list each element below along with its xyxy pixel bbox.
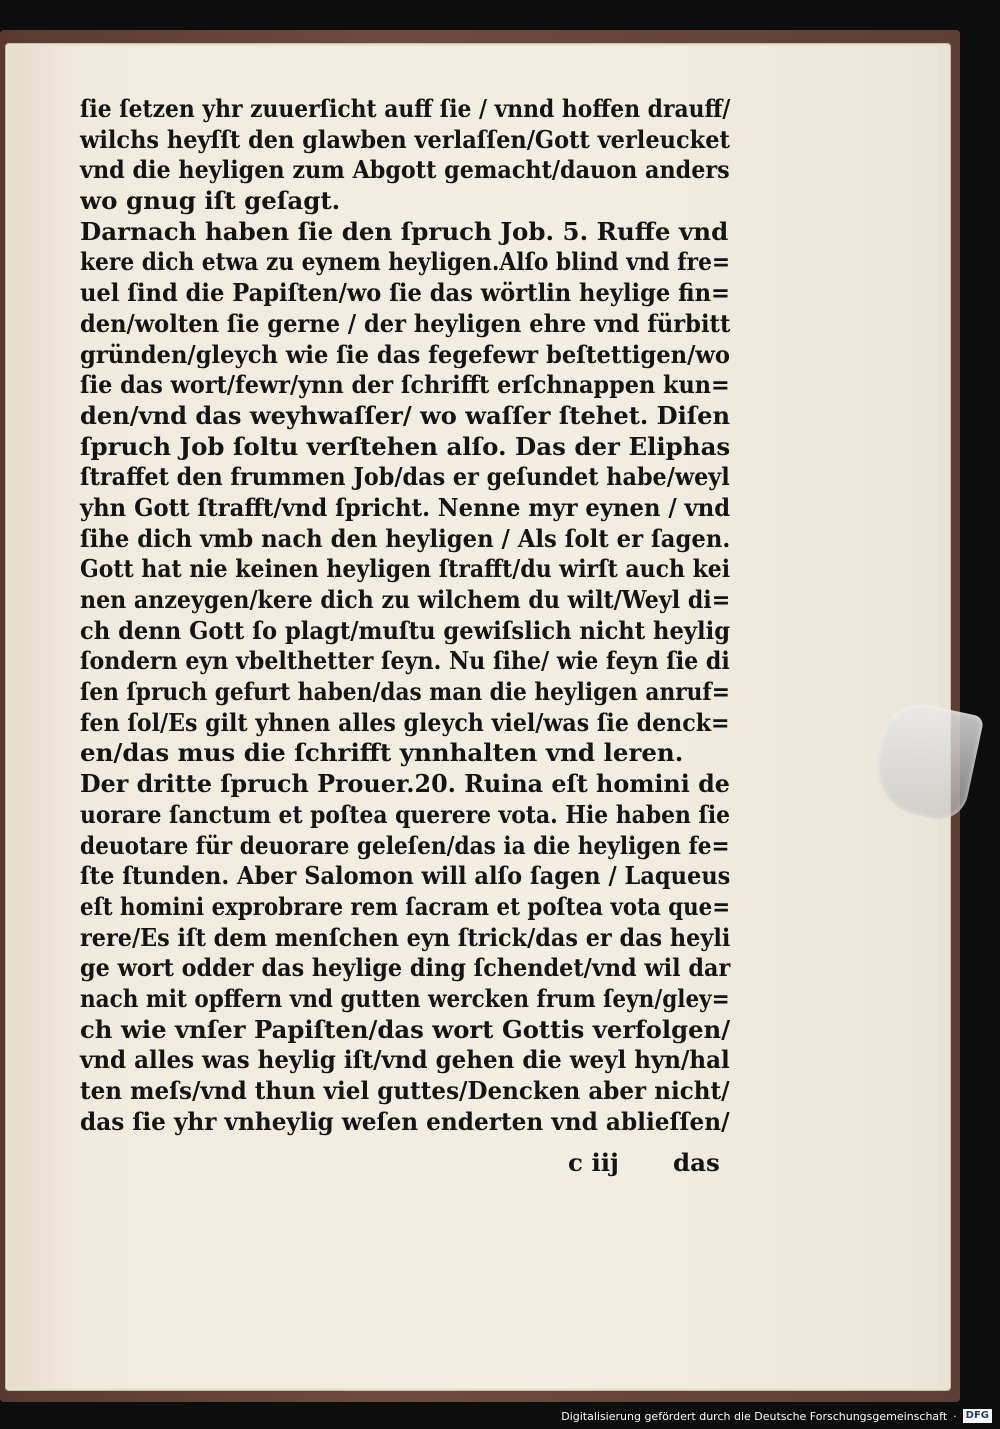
text-line: ſondern eyn vbelthetter ſeyn. Nu ſihe/ wie feyn ſie di	[80, 646, 730, 676]
text-line: ch wie vnſer Papiſten/das wort Gottis verfolgen/	[80, 1014, 731, 1044]
text-line: uel ſind die Papiſten/wo ſie das wörtlin heylige fin=	[80, 278, 730, 308]
text-line: Darnach haben ſie den ſpruch Job. 5. Ruffe vnd	[80, 216, 729, 246]
digitization-credit	[561, 1407, 992, 1425]
text-line: eſt homini exprobrare rem ſacram et poſtea vota que=	[80, 891, 731, 921]
text-line: nen anzeygen/kere dich zu wilchem du wilt/Weyl di=	[80, 585, 731, 614]
text-line: Gott hat nie keinen heyligen ſtrafft/du wirſt auch kei	[80, 554, 731, 584]
text-line: fen ſol/Es gilt yhnen alles gleych viel/was ſie denck=	[80, 707, 730, 737]
text-line: kere dich etwa zu eynem heyligen.Alſo blind vnd fre=	[80, 247, 731, 277]
credit-text: Digitalisierung gefördert durch die Deutsche Forschungsgemeinschaft	[561, 1409, 948, 1423]
text-line: ten meſs/vnd thun viel guttes/Dencken aber nicht/	[80, 1076, 730, 1105]
text-line: rere/Es iſt dem menſchen eyn ſtrick/das er das heyli	[80, 922, 731, 952]
text-line: Der dritte ſpruch Prouer.20. Ruina eſt homini de	[80, 769, 730, 799]
text-line: ſie das wort/fewr/ynn der ſchrifft erſchnappen kun=	[80, 370, 730, 400]
text-line: ch denn Gott ſo plagt/muſtu gewiſslich nicht heylig	[80, 615, 731, 645]
text-line: en/das mus die ſchrifft ynnhalten vnd leren.	[80, 738, 684, 768]
text-line: yhn Gott ſtrafft/vnd ſpricht. Nenne myr eynen / vnd	[80, 492, 731, 522]
page-footer	[80, 1148, 730, 1180]
text-line: nach mit opffern vnd gutten wercken frum ſeyn/gley=	[80, 983, 730, 1013]
text-line: ſihe dich vmb nach den heyligen / Als ſolt er ſagen.	[80, 523, 731, 553]
text-line: vnd die heyligen zum Abgott gemacht/dauon anders	[80, 155, 730, 185]
text-line: deuotare für deuorare geleſen/das ia die heyligen fe=	[80, 830, 730, 860]
text-line: wo gnug iſt geſagt.	[80, 186, 341, 216]
signature-mark: c iij	[568, 1148, 619, 1177]
text-line: ſen ſpruch gefurt haben/das man die heyligen anruf=	[80, 677, 730, 707]
text-line: ſtraffet den frummen Job/das er geſundet habe/weyl	[80, 462, 730, 492]
text-line: ſie ſetzen yhr zuuerſicht auff ſie / vnnd hoffen drauff/	[80, 94, 731, 123]
dfg-logo-icon: DFG	[963, 1409, 992, 1423]
text-line: ge wort odder das heylige ding ſchendet/vnd wil dar	[80, 953, 731, 983]
text-line: gründen/gleych wie ſie das fegefewr beſtettigen/wo	[80, 339, 730, 369]
catchword: das	[673, 1148, 720, 1177]
text-line: das ſie yhr vnheylig weſen enderten vnd ablieſſen/	[80, 1106, 730, 1136]
page-text-block	[80, 94, 730, 1137]
text-line: uorare ſanctum et poſtea querere vota. Hie haben ſie	[80, 799, 731, 829]
text-line: wilchs heyſſt den glawben verlaſſen/Gott verleucket	[80, 124, 730, 154]
text-line: vnd alles was heylig iſt/vnd gehen die weyl hyn/hal	[80, 1045, 730, 1075]
text-line: ſpruch Job ſoltu verſtehen alſo. Das der Eliphas	[80, 431, 731, 461]
text-line: den/vnd das weyhwaſſer/ wo waſſer ſtehet. Diſen	[80, 400, 731, 430]
text-line: ſte ſtunden. Aber Salomon will alſo ſagen / Laqueus	[80, 861, 731, 891]
credit-separator: ·	[953, 1409, 957, 1423]
text-line: den/wolten ſie gerne / der heyligen ehre vnd fürbitt	[80, 308, 731, 338]
